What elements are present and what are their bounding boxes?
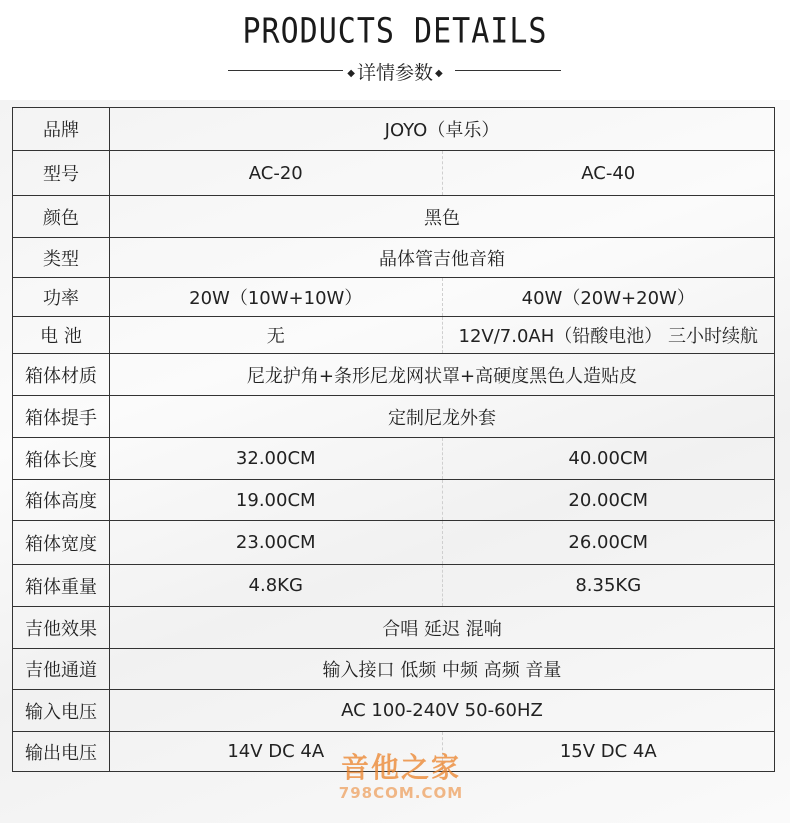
row-label: 箱体宽度 <box>13 521 110 565</box>
table-row <box>13 238 775 278</box>
table-row <box>13 521 775 565</box>
value-ac40: 40W（20W+20W） <box>442 278 775 317</box>
table-row <box>13 151 775 196</box>
row-value: 尼龙护角+条形尼龙网状罩+高硬度黑色人造贴皮 <box>110 354 775 396</box>
watermark-text-cn: 音他之家 <box>340 751 461 784</box>
row-label: 品牌 <box>13 108 110 151</box>
row-value: JOYO（卓乐） <box>110 108 775 151</box>
table-row <box>13 732 775 772</box>
table-row <box>13 438 775 480</box>
row-label: 型号 <box>13 151 110 196</box>
row-label: 箱体高度 <box>13 480 110 521</box>
row-label: 输出电压 <box>13 732 110 772</box>
table-row <box>13 196 775 238</box>
row-label: 输入电压 <box>13 690 110 732</box>
table-row <box>13 396 775 438</box>
row-value: 黑色 <box>110 196 775 238</box>
table-row <box>13 354 775 396</box>
value-ac40: 12V/7.0AH（铅酸电池） 三小时续航 <box>442 317 775 354</box>
diamond-icon: ◆ <box>347 68 355 79</box>
row-value: 定制尼龙外套 <box>110 396 775 438</box>
value-ac40: AC-40 <box>442 151 775 196</box>
value-ac20: 4.8KG <box>110 565 443 607</box>
table-row <box>13 690 775 732</box>
table-row <box>13 565 775 607</box>
row-value: 晶体管吉他音箱 <box>110 238 775 278</box>
value-ac20: 无 <box>110 317 443 354</box>
header <box>0 0 790 100</box>
row-label: 颜色 <box>13 196 110 238</box>
value-ac20: 23.00CM <box>110 521 443 565</box>
row-label: 类型 <box>13 238 110 278</box>
value-ac20: 32.00CM <box>110 438 443 480</box>
page-subtitle <box>0 58 790 85</box>
value-ac20: 19.00CM <box>110 480 443 521</box>
table-row <box>13 649 775 690</box>
table-row <box>13 108 775 151</box>
watermark-text-en: 798COM.COM <box>338 784 464 802</box>
row-value: 输入接口 低频 中频 高频 音量 <box>110 649 775 690</box>
table-row <box>13 607 775 649</box>
value-ac40: 26.00CM <box>442 521 775 565</box>
row-label: 吉他通道 <box>13 649 110 690</box>
row-label: 箱体重量 <box>13 565 110 607</box>
value-ac20: 14V DC 4A <box>110 732 443 772</box>
page-title: PRODUCTS DETAILS <box>242 11 548 52</box>
row-label: 箱体长度 <box>13 438 110 480</box>
value-ac40: 40.00CM <box>442 438 775 480</box>
row-value: AC 100-240V 50-60HZ <box>110 690 775 732</box>
row-label: 电 池 <box>13 317 110 354</box>
table-row <box>13 317 775 354</box>
table-row <box>13 278 775 317</box>
value-ac40: 15V DC 4A <box>442 732 775 772</box>
value-ac20: AC-20 <box>110 151 443 196</box>
value-ac40: 8.35KG <box>442 565 775 607</box>
value-ac20: 20W（10W+10W） <box>110 278 443 317</box>
row-label: 箱体材质 <box>13 354 110 396</box>
title-rule-right <box>455 70 561 71</box>
diamond-icon: ◆ <box>435 68 443 79</box>
spec-table <box>12 107 775 772</box>
value-ac40: 20.00CM <box>442 480 775 521</box>
page-subtitle-text: 详情参数 <box>356 62 433 84</box>
table-row <box>13 480 775 521</box>
row-value: 合唱 延迟 混响 <box>110 607 775 649</box>
row-label: 功率 <box>13 278 110 317</box>
row-label: 吉他效果 <box>13 607 110 649</box>
row-label: 箱体提手 <box>13 396 110 438</box>
